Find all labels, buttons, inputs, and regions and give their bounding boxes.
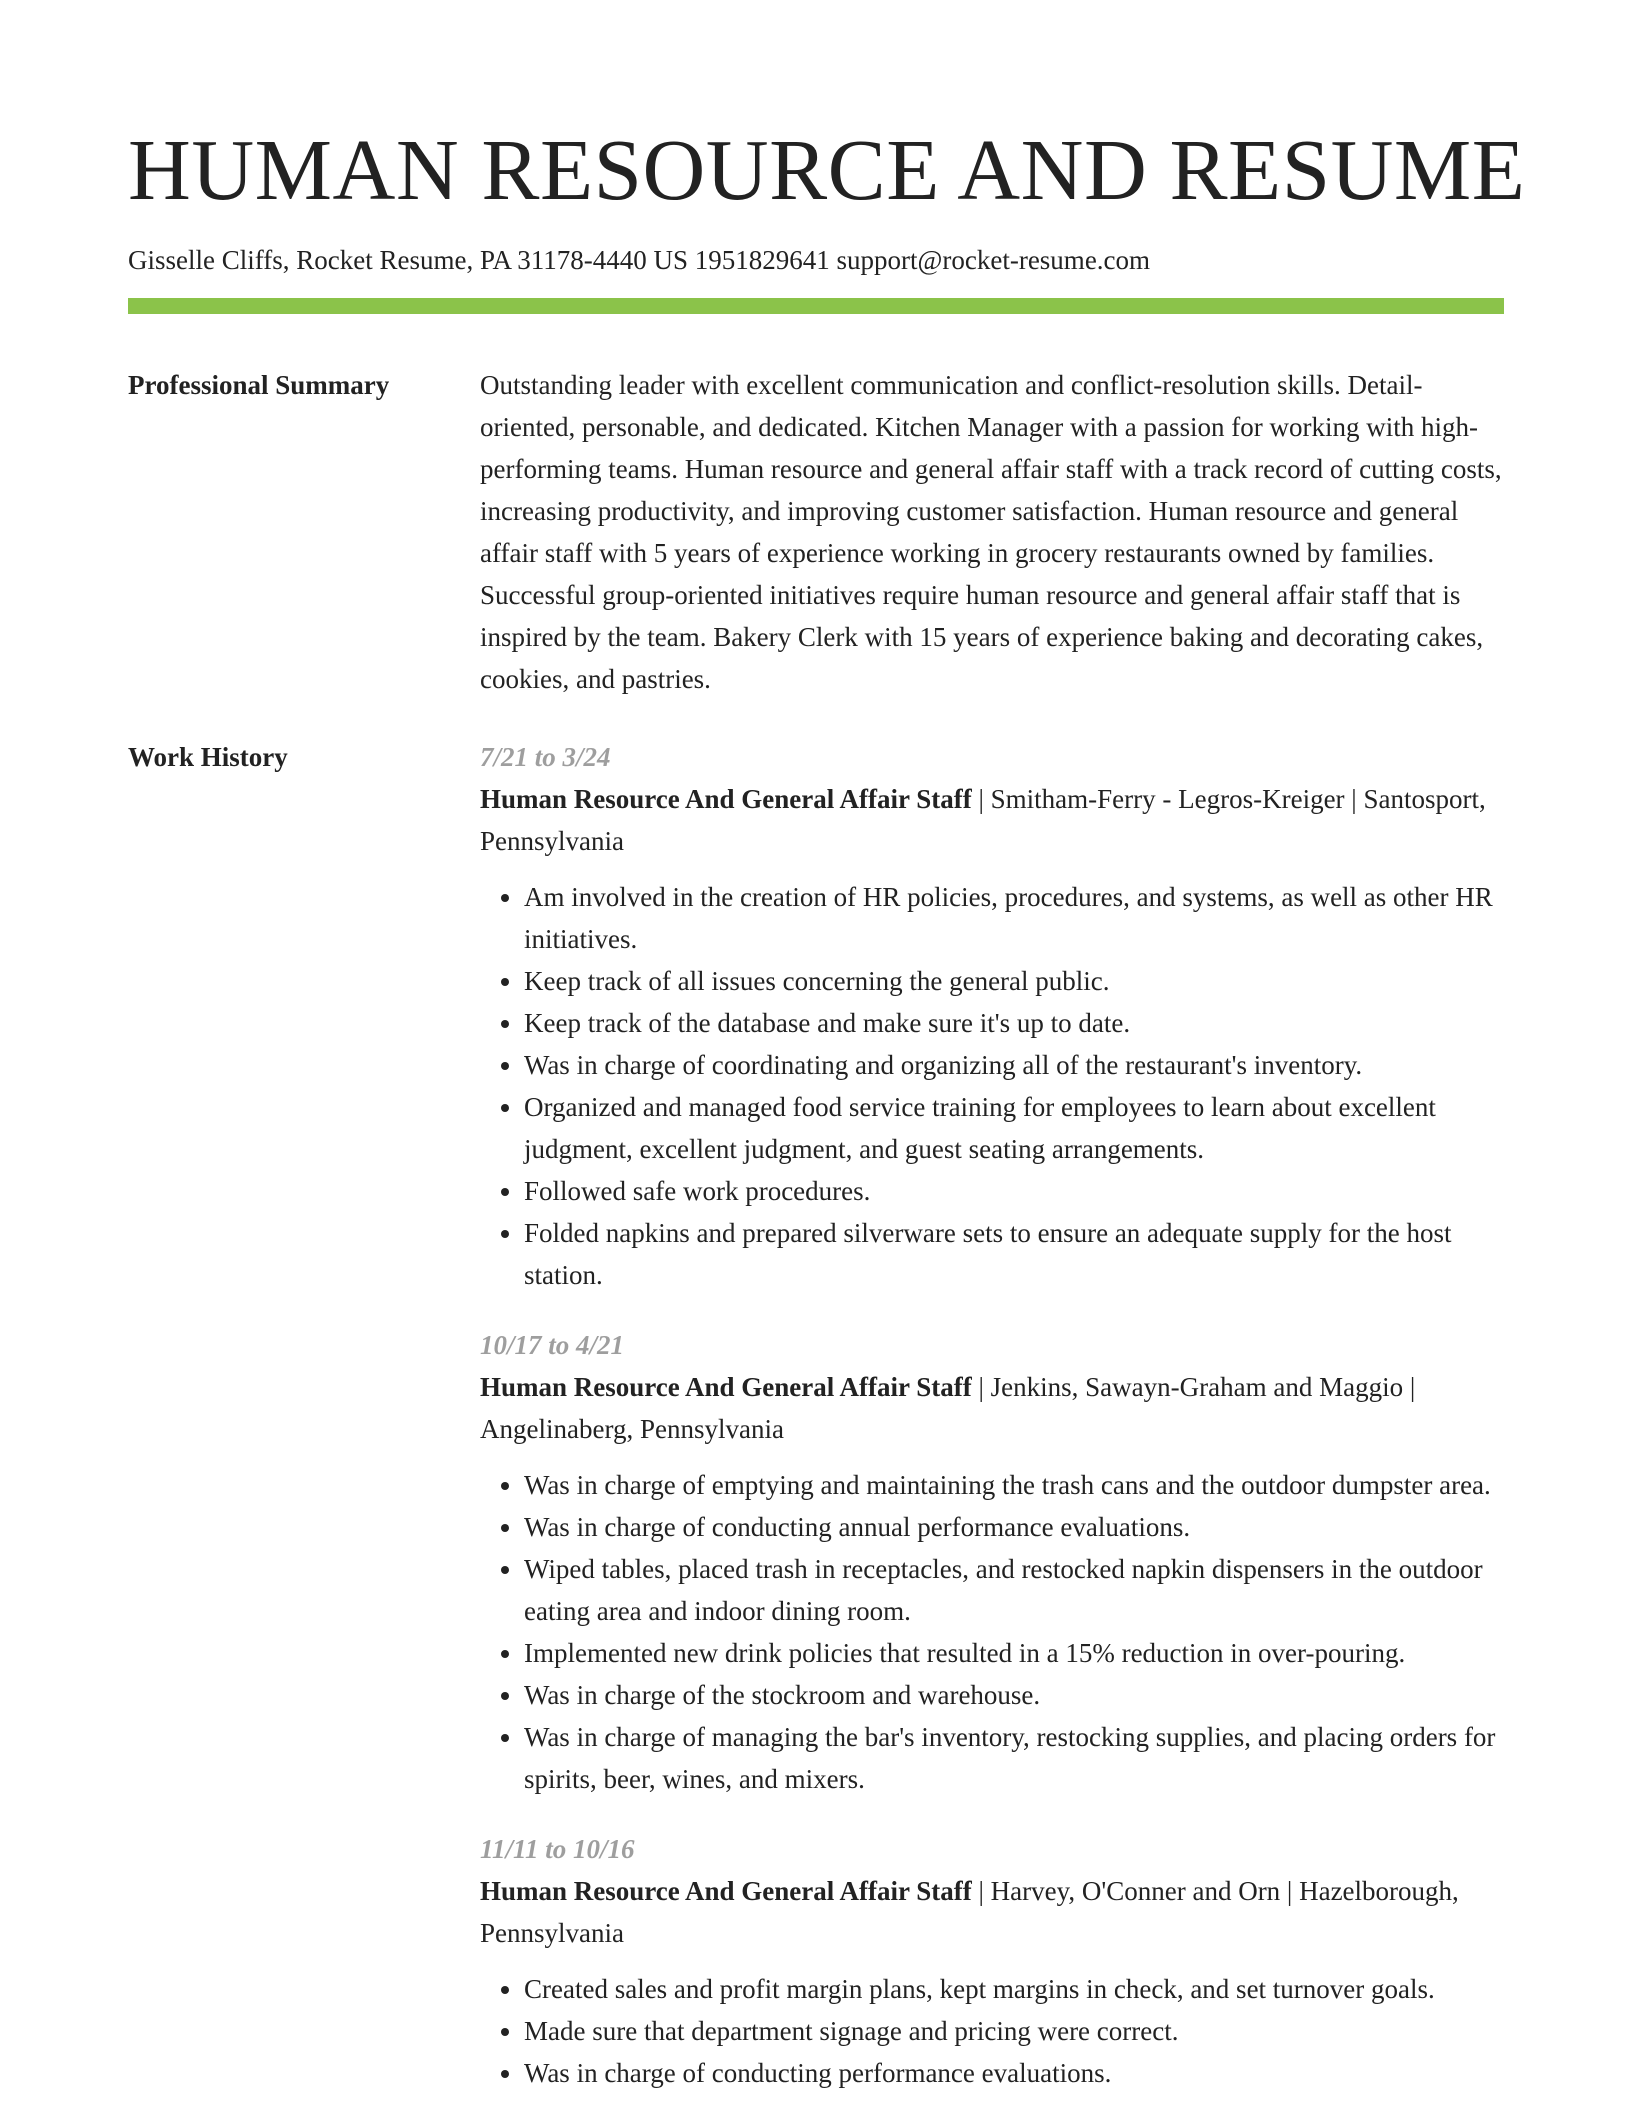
resume-page bbox=[128, 0, 1526, 2094]
job-entry bbox=[480, 736, 1504, 1296]
header-divider bbox=[128, 298, 1504, 314]
job-details: | Harvey, O'Conner and Orn | Hazelborough, Pennsylvania bbox=[480, 1876, 1459, 1948]
job-bullet: • Was in charge of coordinating and organizing all of the restaurant's inventory. bbox=[524, 1044, 1504, 1086]
resume-title: HUMAN RESOURCE AND RESUME bbox=[128, 121, 1526, 218]
job-title: Human Resource And General Affair Staff bbox=[480, 1372, 972, 1402]
contact-line: Gisselle Cliffs, Rocket Resume, PA 31178-4440 US 1951829641 support@rocket-resume.com bbox=[128, 245, 1151, 275]
job-details: | Jenkins, Sawayn-Graham and Maggio | Angelinaberg, Pennsylvania bbox=[480, 1372, 1416, 1444]
job-bullet: • Keep track of all issues concerning the general public. bbox=[524, 960, 1504, 1002]
job-entry bbox=[480, 1828, 1504, 2094]
job-bullet: • Was in charge of emptying and maintaining the trash cans and the outdoor dumpster area. bbox=[524, 1464, 1504, 1506]
job-bullet: • Wiped tables, placed trash in receptacles, and restocked napkin dispensers in the outdoor eating area and indoor dining room. bbox=[524, 1548, 1504, 1632]
job-bullet: • Keep track of the database and make sure it's up to date. bbox=[524, 1002, 1504, 1044]
job-dates: 10/17 to 4/21 bbox=[480, 1330, 625, 1360]
job-bullet-list bbox=[480, 876, 1504, 1296]
job-dates: 11/11 to 10/16 bbox=[480, 1834, 635, 1864]
job-bullet-list bbox=[480, 1968, 1504, 2094]
job-bullet-list bbox=[480, 1464, 1504, 1800]
job-dates: 7/21 to 3/24 bbox=[480, 742, 611, 772]
job-bullet: • Was in charge of conducting performance evaluations. bbox=[524, 2052, 1504, 2094]
job-heading bbox=[480, 1366, 1504, 1450]
job-title: Human Resource And General Affair Staff bbox=[480, 784, 972, 814]
work-history-heading: Work History bbox=[128, 742, 288, 772]
job-heading bbox=[480, 1870, 1504, 1954]
job-heading bbox=[480, 778, 1504, 862]
job-details: | Smitham-Ferry - Legros-Kreiger | Santosport, Pennsylvania bbox=[480, 784, 1486, 856]
job-entry bbox=[480, 1324, 1504, 1800]
job-list bbox=[480, 736, 1504, 2094]
summary-section bbox=[128, 364, 1504, 700]
job-bullet: • Was in charge of conducting annual performance evaluations. bbox=[524, 1506, 1504, 1548]
summary-text: Outstanding leader with excellent communication and conflict-resolution skills. Detail-oriented, personable, and dedicated. Kitchen Manager with a passion for working with high-performing teams. Human resource and general affair staff with a track record of cutting costs, increasing productivity, and improving customer satisfaction. Human resource and general affair staff with 5 years of experience working in grocery restaurants owned by families. Successful group-oriented initiatives require human resource and general affair staff that is inspired by the team. Bakery Clerk with 15 years of experience baking and decorating cakes, cookies, and pastries. bbox=[480, 370, 1502, 694]
job-bullet: • Created sales and profit margin plans, kept margins in check, and set turnover goals. bbox=[524, 1968, 1504, 2010]
job-bullet: • Folded napkins and prepared silverware sets to ensure an adequate supply for the host station. bbox=[524, 1212, 1504, 1296]
job-bullet: • Implemented new drink policies that resulted in a 15% reduction in over-pouring. bbox=[524, 1632, 1504, 1674]
job-bullet: • Made sure that department signage and pricing were correct. bbox=[524, 2010, 1504, 2052]
work-history-section bbox=[128, 736, 1504, 2094]
job-bullet: • Was in charge of managing the bar's inventory, restocking supplies, and placing orders for spirits, beer, wines, and mixers. bbox=[524, 1716, 1504, 1800]
job-bullet: • Organized and managed food service training for employees to learn about excellent judgment, excellent judgment, and guest seating arrangements. bbox=[524, 1086, 1504, 1170]
job-bullet: • Am involved in the creation of HR policies, procedures, and systems, as well as other HR initiatives. bbox=[524, 876, 1504, 960]
job-bullet: • Followed safe work procedures. bbox=[524, 1170, 1504, 1212]
job-bullet: • Was in charge of the stockroom and warehouse. bbox=[524, 1674, 1504, 1716]
job-title: Human Resource And General Affair Staff bbox=[480, 1876, 972, 1906]
summary-heading: Professional Summary bbox=[128, 370, 390, 400]
